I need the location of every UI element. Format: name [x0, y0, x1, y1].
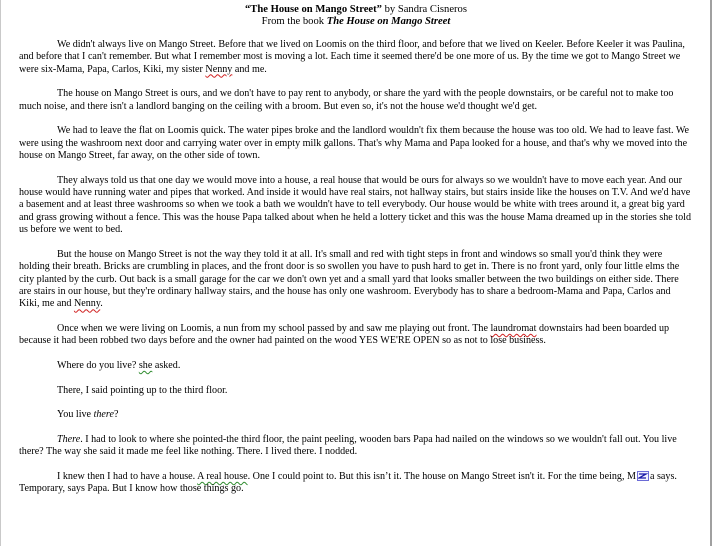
- paragraph-8: There, I said pointing up to the third floor.: [57, 384, 228, 396]
- paragraph-4: They always told us that one day we would move into a house, a real house that would be ours for always so we wouldn't have to move each year. And our house would have running water and pipes that worked. And inside it would have real stairs, not hallway stairs, but stairs inside like the houses on T.V. And we'd have a basement and at least three washrooms so when we took a bath we wouldn't have to tell everybody. Our house would be white with trees around it, a great big yard and grass growing without a fence. This was the house Papa talked about when he held a lottery ticket and this was the house Mama dreamed up in the stories she told us before we went to bed.: [19, 174, 692, 236]
- document-subtitle: [19, 16, 693, 28]
- paragraph-11-text-a: I knew then I had to have a house.: [57, 470, 198, 482]
- paragraph-6-text-b: downstairs had been boarded up because it had been robbed two days before and the owner had painted on the wood YES WE'RE OPEN so as not to lose business.: [19, 323, 670, 347]
- paragraph-7-text-b: asked.: [152, 360, 181, 372]
- document-page: [19, 4, 693, 508]
- misspelled-nenny-2[interactable]: Nenny: [73, 298, 101, 310]
- paragraph-1-text: We didn't always live on Mango Street. Before that we lived on Loomis on the third floor, and before that we lived on Keeler. Before Keeler it was Paulina, and before that I can't remember. But what I remember most is moving a lot. Each time it seemed there'd be one more of us. By the time we got to Mango Street we were six-Mama, Papa, Carlos, Kiki, my sister: [19, 38, 685, 75]
- paragraph-3: We had to leave the flat on Loomis quick. The water pipes broke and the landlord wouldn't fix them because the house was too old. We had to leave fast. We were using the washroom next door and carrying water over in empty milk gallons. That's why Mama and Papa looked for a house, and that's why we moved into the house on Mango Street, far away, on the other side of town.: [19, 125, 690, 162]
- paragraph-11-text-b: . One I could point to. But this isn’t it. The house on Mango Street isn't it. For the time being, M: [247, 470, 636, 482]
- misspelled-nenny[interactable]: Nenny: [205, 63, 233, 75]
- paragraph-5: [19, 249, 693, 311]
- paragraph-10-text: . I had to look to where she pointed-the third floor, the paint peeling, wooden bars Papa had nailed on the windows so we wouldn't fall out. You live there? The way she said it made me feel like nothing. There. I lived there. I nodded.: [19, 433, 677, 458]
- paragraph-6: [19, 323, 693, 348]
- story-title: “The House on Mango Street”: [245, 4, 382, 15]
- author-credit: by Sandra Cisneros: [381, 4, 467, 15]
- emphasis-there: there: [93, 409, 114, 421]
- paragraph-9-text-a: You live: [57, 409, 94, 421]
- paragraph-1: [19, 39, 693, 76]
- paragraph-9-text-b: ?: [113, 409, 119, 421]
- source-prefix: From the book: [261, 16, 327, 28]
- paragraph-11-text-c: a says. Temporary, says Papa. But I know how those things go.: [19, 470, 677, 495]
- paragraph-11: [19, 471, 693, 496]
- paragraph-5-end: .: [100, 298, 103, 310]
- document-title: [19, 4, 693, 16]
- grammar-a-real-house[interactable]: A real house: [197, 470, 248, 482]
- paragraph-7: [19, 360, 693, 372]
- paragraph-7-text-a: Where do you live?: [57, 360, 139, 372]
- misspelled-laundromat[interactable]: laundromat: [490, 323, 537, 335]
- paragraph-2: The house on Mango Street is ours, and we don't have to pay rent to anybody, or share the yard with the people downstairs, or be careful not to make too much noise, and there isn't a landlord banging on the ceiling with a broom. But even so, it's not the house we'd thought we'd get.: [19, 88, 674, 112]
- autocorrect-options-icon[interactable]: [637, 471, 649, 481]
- paragraph-6-text-a: Once when we were living on Loomis, a nun from my school passed by and saw me playing out front. The: [57, 323, 491, 335]
- book-title: The House on Mango Street: [326, 16, 451, 28]
- emphasis-there-2: There: [57, 433, 81, 445]
- grammar-she[interactable]: she: [138, 360, 153, 372]
- paragraph-9: [19, 409, 693, 421]
- paragraph-1-end: and me.: [232, 63, 267, 75]
- paragraph-5-text: But the house on Mango Street is not the way they told it at all. It's small and red with tight steps in front and windows so small you'd think they were holding their breath. Bricks are crumbling in places, and the front door is so swollen you have to push hard to get in. There is no front yard, only four little elms the city planted by the curb. Out back is a small garage for the car we don't own yet and a small yard that looks smaller between the two buildings on either side. There are stairs in our house, but they're ordinary hallway stairs, and the house has only one washroom. Everybody has to share a bedroom-Mama and Papa, Carlos and Kiki, me and: [19, 248, 680, 310]
- paragraph-10: [19, 434, 693, 459]
